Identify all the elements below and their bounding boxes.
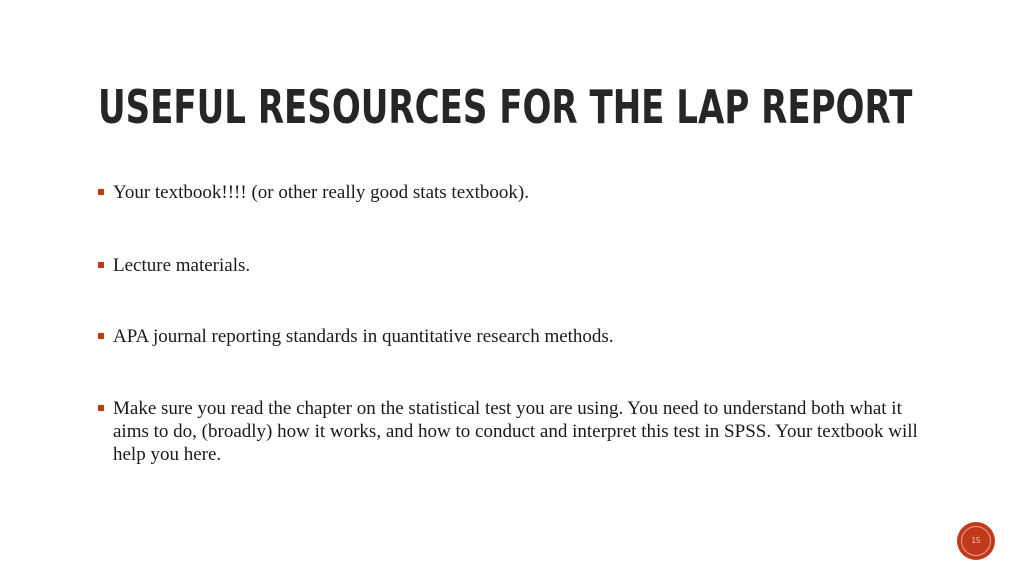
bullet-text: APA journal reporting standards in quantitative research methods.	[113, 326, 614, 347]
bullet-item	[98, 254, 928, 277]
square-bullet-icon	[98, 262, 104, 268]
bullet-item	[98, 181, 928, 204]
bullet-item	[98, 325, 928, 348]
slide-title: USEFUL RESOURCES FOR THE LAP REPORT	[98, 80, 913, 134]
slide-number: 15	[971, 536, 981, 545]
bullet-text: Your textbook!!!! (or other really good stats textbook).	[113, 182, 529, 203]
square-bullet-icon	[98, 189, 104, 195]
square-bullet-icon	[98, 333, 104, 339]
bullet-item	[98, 397, 928, 466]
square-bullet-icon	[98, 405, 104, 411]
slide-number-badge	[958, 523, 994, 559]
bullet-text: Make sure you read the chapter on the statistical test you are using. You need to understand both what it aims to do, (broadly) how it works, and how to conduct and interpret this test in SPSS. Your textbook will help you here.	[113, 398, 918, 465]
bullet-text: Lecture materials.	[113, 255, 251, 276]
